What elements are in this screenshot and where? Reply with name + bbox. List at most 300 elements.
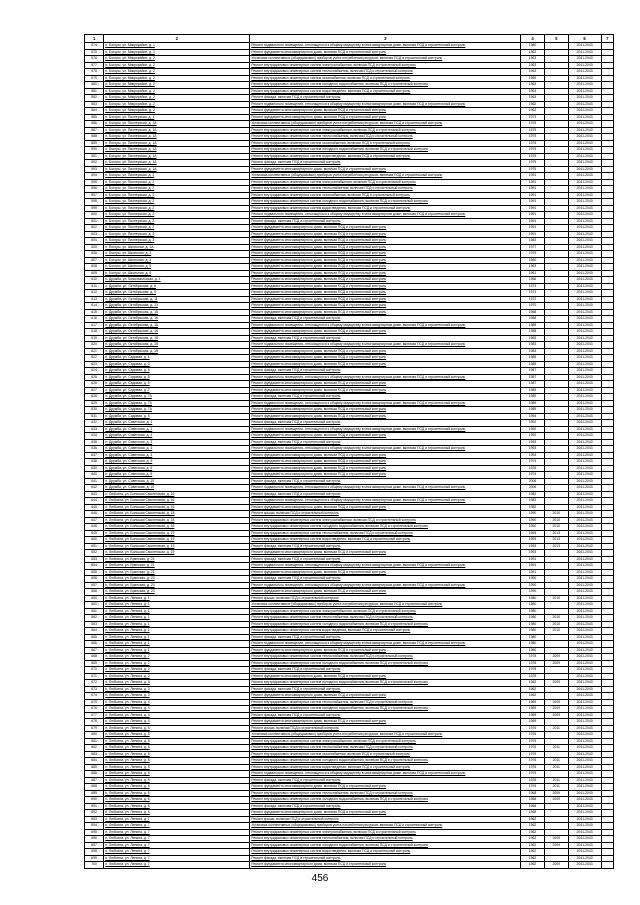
year-built-cell: 1962 [521,862,545,869]
year-last-repair-cell: 2009 [544,680,568,687]
year-last-repair-cell: 2010 [544,621,568,628]
work-type-cell: Ремонт фундамента многоквартирного дома, включая ПСД и строительный контроль [250,49,521,56]
planned-period-cell: 2041-2043 [568,738,601,745]
address-cell: п. Дружба, ул. Октябрьская, д. 13 [104,303,250,310]
row-number-cell: 583 [85,101,104,108]
row-number-cell: 645 [85,504,104,511]
year-built-cell: 1959 [521,75,545,82]
year-built-cell: 1976 [521,732,545,739]
address-cell: п. Любохна, ул. Брянская, д. 23 [104,576,250,583]
planned-period-cell: 2041-2043 [568,465,601,472]
row-number-cell: 589 [85,140,104,147]
work-type-cell: Ремонт фундамента многоквартирного дома, включая ПСД и строительный контроль [250,361,521,368]
planned-period-cell: 2041-2043 [568,166,601,173]
year-built-cell: 1978 [521,660,545,667]
address-cell: п. Любохна, ул. Большая Смоленская, д. 16 [104,498,250,505]
year-built-cell: 1990 [521,589,545,596]
year-built-cell: 1991 [521,179,545,186]
row-number-cell: 661 [85,608,104,615]
address-cell: п. Любохна, ул. Ленина, д. 7 [104,842,250,849]
year-built-cell: 1991 [521,569,545,576]
work-type-cell: Ремонт фундамента многоквартирного дома, включая ПСД и строительный контроль [250,290,521,297]
year-built-cell: 1962 [521,680,545,687]
year-built-cell: 1972 [521,296,545,303]
row-number-cell: 678 [85,719,104,726]
planned-period-cell: 2041-2043 [568,836,601,843]
planned-period-cell: 2041-2043 [568,524,601,531]
planned-period-cell: 2041-2043 [568,693,601,700]
year-built-cell: 2006 [521,485,545,492]
row-number-cell: 686 [85,771,104,778]
column-number-row [85,35,614,43]
work-type-cell: Ремонт фасада, включая ПСД и строительный контроль [250,316,521,323]
row-number-cell: 597 [85,192,104,199]
address-cell: п. Любохна, ул. Брянская, д. 23 [104,582,250,589]
year-built-cell: 1982 [521,498,545,505]
row-number-cell: 670 [85,667,104,674]
planned-period-cell: 2041-2043 [568,842,601,849]
year-last-repair-cell: 2011 [544,725,568,732]
work-type-cell: Ремонт внутридомовых инженерных систем холодного водоснабжения, включая ПСД и строительный контроль [250,842,521,849]
work-type-cell: Ремонт фундамента многоквартирного дома, включая ПСД и строительный контроль [250,673,521,680]
address-cell: п. Богоры, ул. Микрорайон, д. 1 [104,49,250,56]
planned-period-cell: 2041-2043 [568,563,601,570]
row-number-cell: 579 [85,75,104,82]
row-number-cell: 586 [85,121,104,128]
address-cell: п. Любохна, ул. Ленина, д. 1 [104,595,250,602]
year-built-cell: 1992 [521,433,545,440]
planned-period-cell: 2041-2043 [568,595,601,602]
address-cell: п. Любохна, ул. Ленина, д. 7 [104,816,250,823]
year-built-cell: 1989 [521,387,545,394]
address-cell: п. Богоры, ул. Микрорайон, д. 2 [104,69,250,76]
work-type-cell: Ремонт внутридомовых инженерных систем электроснабжения, включая ПСД и строительный контроль [250,179,521,186]
row-number-cell: 664 [85,628,104,635]
row-number-cell: 593 [85,166,104,173]
work-type-cell: Ремонт внутридомовых инженерных систем водоотведения, включая ПСД и строительный контроль [250,849,521,856]
work-type-cell: Ремонт фундамента многоквартирного дома, включая ПСД и строительный контроль [250,810,521,817]
planned-period-cell: 2041-2043 [568,517,601,524]
year-built-cell: 1975 [521,153,545,160]
address-cell: п. Богоры, ул. Школьная, д. 3 [104,251,250,258]
work-type-cell: Ремонт внутридомовых инженерных систем водоотведения, включая ПСД и строительный контроль [250,153,521,160]
planned-period-cell: 2041-2043 [568,673,601,680]
planned-period-cell: 2041-2043 [568,855,601,862]
address-cell: п. Богоры, ул. Пионерская, д. 3 [104,238,250,245]
address-cell: п. Богоры, ул. Пионерская, д. 1А [104,127,250,134]
row-number-cell: 680 [85,732,104,739]
work-type-cell: Ремонт фундамента многоквартирного дома, включая ПСД и строительный контроль [250,257,521,264]
year-built-cell: 1991 [521,225,545,232]
year-last-repair-cell: 2010 [544,511,568,518]
row-number-cell: 671 [85,673,104,680]
year-built-cell: 1991 [521,563,545,570]
year-last-repair-cell: 2010 [544,595,568,602]
work-type-cell: Ремонт фундамента многоквартирного дома, включая ПСД и строительный контроль [250,472,521,479]
work-type-cell: Ремонт фундамента многоквартирного дома, включая ПСД и строительный контроль [250,504,521,511]
year-built-cell: 1990 [521,582,545,589]
planned-period-cell: 2041-2043 [568,816,601,823]
year-built-cell: 1963 [521,95,545,102]
address-cell: п. Любохна, ул. Большая Смоленская, д. 16 [104,491,250,498]
table-row [85,524,614,531]
year-built-cell: 1962 [521,49,545,56]
work-type-cell: Ремонт фундамента многоквартирного дома, включая ПСД и строительный контроль [250,303,521,310]
row-number-cell: 655 [85,569,104,576]
year-built-cell: 1976 [521,764,545,771]
year-built-cell: 1975 [521,147,545,154]
address-cell: п. Любохна, ул. Ленина, д. 7 [104,836,250,843]
address-cell: п. Любохна, ул. Ленина, д. 1 [104,615,250,622]
planned-period-cell: 2041-2043 [568,290,601,297]
address-cell: п. Дружба, ул. Советская, д. 10 [104,485,250,492]
year-built-cell: 1962 [521,855,545,862]
work-type-cell: Ремонт фасада, включая ПСД и строительный контроль [250,420,521,427]
address-cell: п. Любохна, ул. Большая Смоленская, д. 18 [104,524,250,531]
year-built-cell: 1991 [521,199,545,206]
row-number-cell: 630 [85,407,104,414]
year-built-cell: 1990 [521,517,545,524]
address-cell: п. Любохна, ул. Ленина, д. 5 [104,745,250,752]
address-cell: п. Любохна, ул. Ленина, д. 1 [104,628,250,635]
address-cell: п. Дружба, ул. Советская, д. 4 [104,459,250,466]
planned-period-cell: 2041-2043 [568,147,601,154]
year-built-cell: 1962 [521,693,545,700]
row-number-cell: 648 [85,524,104,531]
address-cell: п. Богоры, ул. Пионерская, д. 1А [104,147,250,154]
work-type-cell: Ремонт фундамента многоквартирного дома, включая ПСД и строительный контроль [250,784,521,791]
planned-period-cell: 2041-2043 [568,114,601,121]
address-cell: п. Богоры, ул. Пионерская, д. 1А [104,140,250,147]
row-number-cell: 684 [85,758,104,765]
table-row [85,537,614,544]
table-body [85,43,614,869]
year-built-cell: 1970 [521,303,545,310]
planned-period-cell: 2041-2043 [568,459,601,466]
row-number-cell: 612 [85,290,104,297]
planned-period-cell: 2041-2043 [568,225,601,232]
year-built-cell: 1978 [521,673,545,680]
year-built-cell: 1980 [521,43,545,50]
planned-period-cell: 2041-2043 [568,108,601,115]
row-number-cell: 582 [85,95,104,102]
work-type-cell: Ремонт фундамента многоквартирного дома, включая ПСД и строительный контроль [250,283,521,290]
work-type-cell: Ремонт подвального помещения, относящегося к общему имуществу в многоквартирном доме, включая ПСД и строительный контроль [250,446,521,453]
row-number-cell: 688 [85,784,104,791]
address-cell: п. Любохна, ул. Ленина, д. 5 [104,784,250,791]
year-built-cell: 1969 [521,699,545,706]
year-built-cell: 1988 [521,316,545,323]
year-built-cell: 1969 [521,719,545,726]
table-row [85,530,614,537]
row-number-cell: 654 [85,563,104,570]
year-built-cell: 1975 [521,134,545,141]
year-built-cell: 1961 [521,270,545,277]
address-cell: п. Богоры, ул. Пионерская, д. 3 [104,231,250,238]
address-cell: п. Любохна, ул. Ленина, д. 2 [104,660,250,667]
address-cell: п. Любохна, ул. Ленина, д. 4 [104,699,250,706]
row-number-cell: 618 [85,329,104,336]
planned-period-cell: 2041-2043 [568,75,601,82]
address-cell: п. Любохна, ул. Ленина, д. 1 [104,602,250,609]
address-cell: п. Любохна, ул. Ленина, д. 5 [104,738,250,745]
address-cell: п. Любохна, ул. Большая Смоленская, д. 19 [104,537,250,544]
year-built-cell: 1990 [521,524,545,531]
planned-period-cell: 2041-2043 [568,309,601,316]
row-number-cell: 619 [85,335,104,342]
year-built-cell: 1983 [521,238,545,245]
planned-period-cell: 2041-2043 [568,797,601,804]
row-number-cell: 594 [85,173,104,180]
row-number-cell: 603 [85,231,104,238]
address-cell: п. Любохна, ул. Ленина, д. 1 [104,641,250,648]
work-type-cell: Ремонт фасада, включая ПСД и строительный контроль [250,556,521,563]
row-number-cell: 629 [85,400,104,407]
row-number-cell: 656 [85,576,104,583]
address-cell: п. Любохна, ул. Большая Смоленская, д. 16 [104,504,250,511]
address-cell: п. Любохна, ул. Ленина, д. 5 [104,764,250,771]
table-row [85,504,614,511]
planned-period-cell: 2041-2043 [568,706,601,713]
row-number-cell: 695 [85,829,104,836]
year-last-repair-cell: 2010 [544,615,568,622]
planned-period-cell: 2041-2043 [568,862,601,869]
planned-period-cell: 2041-2043 [568,725,601,732]
planned-period-cell: 2041-2043 [568,686,601,693]
planned-period-cell: 2041-2043 [568,543,601,550]
work-type-cell: Установка коллективных (общедомовых) приборов учета потребления ресурсов, включая ПСД и строительный контроль [250,173,521,180]
row-number-cell: 685 [85,764,104,771]
address-cell: п. Любохна, ул. Ленина, д. 6 [104,810,250,817]
address-cell: п. Богоры, ул. Пионерская, д. 2 [104,225,250,232]
planned-period-cell: 2041-2043 [568,615,601,622]
year-last-repair-cell: 2011 [544,784,568,791]
address-cell: п. Любохна, ул. Ленина, д. 5 [104,777,250,784]
year-built-cell: 1962 [521,829,545,836]
address-cell: п. Дружба, ул. Советская, д. 1 [104,426,250,433]
work-type-cell: Ремонт внутридомовых инженерных систем теплоснабжения, включая ПСД и строительный контроль [250,186,521,193]
planned-period-cell: 2041-2043 [568,712,601,719]
planned-period-cell: 2041-2043 [568,381,601,388]
year-built-cell: 1982 [521,491,545,498]
work-type-cell: Ремонт фундамента многоквартирного дома, включая ПСД и строительный контроль [250,459,521,466]
planned-period-cell: 2041-2043 [568,426,601,433]
year-last-repair-cell: 2011 [544,764,568,771]
planned-period-cell: 2041-2043 [568,277,601,284]
col-header-1: 1 [85,35,104,43]
planned-period-cell: 2041-2043 [568,316,601,323]
work-type-cell: Ремонт подвального помещения, относящегося к общему имуществу в многоквартирном доме, включая ПСД и строительный контроль [250,101,521,108]
row-number-cell: 600 [85,212,104,219]
work-type-cell: Ремонт фундамента многоквартирного дома, включая ПСД и строительный контроль [250,296,521,303]
row-number-cell: 632 [85,420,104,427]
row-number-cell: 636 [85,446,104,453]
year-last-repair-cell: 2009 [544,660,568,667]
address-cell: п. Любохна, ул. Ленина, д. 7 [104,862,250,869]
work-type-cell: Ремонт внутридомовых инженерных систем холодного водоснабжения, включая ПСД и строительный контроль [250,199,521,206]
work-type-cell: Установка коллективных (общедомовых) приборов учета потребления ресурсов, включая ПСД и строительный контроль [250,56,521,63]
row-number-cell: 676 [85,706,104,713]
work-type-cell: Ремонт внутридомовых инженерных систем холодного водоснабжения, включая ПСД и строительный контроль [250,621,521,628]
row-number-cell: 592 [85,160,104,167]
work-type-cell: Ремонт внутридомовых инженерных систем теплоснабжения, включая ПСД и строительный контроль [250,699,521,706]
planned-period-cell: 2041-2043 [568,589,601,596]
address-cell: п. Любохна, ул. Большая Смоленская, д. 19 [104,550,250,557]
work-type-cell: Ремонт внутридомовых инженерных систем теплоснабжения, включая ПСД и строительный контроль [250,745,521,752]
work-type-cell: Ремонт подвального помещения, относящегося к общему имуществу в многоквартирном доме, включая ПСД и строительный контроль [250,400,521,407]
col-header-6: 6 [568,35,601,43]
address-cell: п. Богоры, ул. Пионерская, д. 2 [104,179,250,186]
year-built-cell: 1976 [521,777,545,784]
planned-period-cell: 2041-2043 [568,62,601,69]
year-built-cell: 1962 [521,816,545,823]
address-cell: п. Любохна, ул. Ленина, д. 3 [104,693,250,700]
row-number-cell: 617 [85,322,104,329]
planned-period-cell: 2041-2043 [568,602,601,609]
work-type-cell: Ремонт внутридомовых инженерных систем газоснабжения, включая ПСД и строительный контроль [250,140,521,147]
work-type-cell: Ремонт фасада, включая ПСД и строительный контроль [250,368,521,375]
planned-period-cell: 2041-2043 [568,342,601,349]
work-type-cell: Ремонт фундамента многоквартирного дома, включая ПСД и строительный контроль [250,166,521,173]
work-type-cell: Ремонт фасада, включая ПСД и строительный контроль [250,712,521,719]
year-built-cell: 1978 [521,654,545,661]
row-number-cell: 637 [85,452,104,459]
work-type-cell: Ремонт крыши, включая ПСД и строительный контроль [250,816,521,823]
work-type-cell: Ремонт внутридомовых инженерных систем теплоснабжения, включая ПСД и строительный контроль [250,615,521,622]
year-built-cell: 1976 [521,465,545,472]
program-table-page [84,34,614,869]
planned-period-cell: 2041-2043 [568,361,601,368]
planned-period-cell: 2041-2043 [568,803,601,810]
planned-period-cell: 2041-2043 [568,134,601,141]
planned-period-cell: 2041-2043 [568,608,601,615]
work-type-cell: Ремонт подвального помещения, относящегося к общему имуществу в многоквартирном доме, включая ПСД и строительный контроль [250,322,521,329]
address-cell: п. Любохна, ул. Брянская, д. 21 [104,563,250,570]
year-built-cell: 1976 [521,771,545,778]
year-last-repair-cell: 2010 [544,517,568,524]
row-number-cell: 638 [85,459,104,466]
address-cell: п. Богоры, ул. Микрорайон, д. 2 [104,82,250,89]
row-number-cell: 691 [85,803,104,810]
table-row [85,862,614,869]
work-type-cell: Ремонт внутридомовых инженерных систем холодного водоснабжения, включая ПСД и строительный контроль [250,680,521,687]
year-built-cell: 1982 [521,504,545,511]
work-type-cell: Ремонт фундамента многоквартирного дома, включая ПСД и строительный контроль [250,862,521,869]
year-built-cell: 1991 [521,173,545,180]
work-type-cell: Установка коллективных (общедомовых) приборов учета потребления ресурсов, включая ПСД и строительный контроль [250,602,521,609]
address-cell: п. Любохна, ул. Ленина, д. 2 [104,654,250,661]
address-cell: п. Дружба, ул. Садовая, д. 7 [104,387,250,394]
row-number-cell: 690 [85,797,104,804]
planned-period-cell: 2041-2043 [568,784,601,791]
year-last-repair-cell: 2009 [544,842,568,849]
work-type-cell: Ремонт фундамента многоквартирного дома, включая ПСД и строительный контроль [250,433,521,440]
planned-period-cell: 2041-2043 [568,647,601,654]
planned-period-cell: 2041-2043 [568,556,601,563]
address-cell: п. Любохна, ул. Ленина, д. 6 [104,803,250,810]
address-cell: п. Богоры, ул. Микрорайон, д. 2 [104,101,250,108]
col-header-7: 7 [601,35,614,43]
address-cell: п. Любохна, ул. Ленина, д. 1 [104,634,250,641]
row-number-cell: 642 [85,485,104,492]
work-type-cell: Ремонт подвального помещения, относящегося к общему имуществу в многоквартирном доме, включая ПСД и строительный контроль [250,426,521,433]
planned-period-cell: 2041-2043 [568,69,601,76]
planned-period-cell: 2041-2043 [568,849,601,856]
planned-period-cell: 2041-2043 [568,433,601,440]
planned-period-cell: 2041-2043 [568,283,601,290]
work-type-cell: Ремонт фундамента многоквартирного дома, включая ПСД и строительный контроль [250,589,521,596]
work-type-cell: Установка коллективных (общедомовых) приборов учета потребления ресурсов, включая ПСД и строительный контроль [250,121,521,128]
planned-period-cell: 2041-2043 [568,829,601,836]
planned-period-cell: 2041-2043 [568,238,601,245]
planned-period-cell: 2041-2043 [568,771,601,778]
work-type-cell: Ремонт фундамента многоквартирного дома, включая ПСД и строительный контроль [250,693,521,700]
row-number-cell: 605 [85,244,104,251]
work-type-cell: Ремонт фундамента многоквартирного дома, включая ПСД и строительный контроль [250,719,521,726]
address-cell: п. Дружба, ул. Октябрьская, д. 9 [104,290,250,297]
planned-period-cell: 2041-2043 [568,160,601,167]
year-last-repair-cell: 2009 [544,706,568,713]
empty-cell [601,862,614,869]
planned-period-cell: 2041-2043 [568,394,601,401]
row-number-cell: 608 [85,264,104,271]
row-number-cell: 596 [85,186,104,193]
address-cell: п. Дружба, ул. Советская, д. 1 [104,433,250,440]
year-built-cell: 1968 [521,797,545,804]
work-type-cell: Ремонт фундамента многоквартирного дома, включая ПСД и строительный контроль [250,277,521,284]
address-cell: п. Дружба, ул. Советская, д. 8 [104,472,250,479]
row-number-cell: 660 [85,602,104,609]
planned-period-cell: 2041-2043 [568,621,601,628]
row-number-cell: 616 [85,316,104,323]
planned-period-cell: 2041-2043 [568,400,601,407]
row-number-cell: 649 [85,530,104,537]
planned-period-cell: 2041-2043 [568,530,601,537]
work-type-cell: Ремонт внутридомовых инженерных систем холодного водоснабжения, включая ПСД и строительный контроль [250,706,521,713]
year-built-cell: 1963 [521,82,545,89]
address-cell: п. Дружба, ул. Комсомольская, д. 1 [104,277,250,284]
row-number-cell: 668 [85,654,104,661]
planned-period-cell: 2041-2043 [568,173,601,180]
work-type-cell: Ремонт внутридомовых инженерных систем электроснабжения, включая ПСД и строительный контроль [250,829,521,836]
year-built-cell: 1992 [521,426,545,433]
row-number-cell: 613 [85,296,104,303]
planned-period-cell: 2041-2043 [568,244,601,251]
planned-period-cell: 2041-2043 [568,231,601,238]
row-number-cell: 601 [85,218,104,225]
planned-period-cell: 2041-2043 [568,751,601,758]
planned-period-cell: 2041-2043 [568,322,601,329]
year-built-cell: 1974 [521,459,545,466]
table-row [85,550,614,557]
year-built-cell: 1992 [521,420,545,427]
year-last-repair-cell: 2013 [544,537,568,544]
row-number-cell: 652 [85,550,104,557]
planned-period-cell: 2041-2043 [568,511,601,518]
work-type-cell: Ремонт фундамента многоквартирного дома, включая ПСД и строительный контроль [250,413,521,420]
planned-period-cell: 2041-2043 [568,719,601,726]
year-built-cell: 1987 [521,374,545,381]
col-header-2: 2 [104,35,250,43]
address-cell: п. Любохна, ул. Большая Смоленская, д. 18 [104,517,250,524]
planned-period-cell: 2041-2043 [568,186,601,193]
work-type-cell: Ремонт фундамента многоквартирного дома, включая ПСД и строительный контроль [250,452,521,459]
year-built-cell: 1966 [521,277,545,284]
planned-period-cell: 2041-2043 [568,140,601,147]
address-cell: п. Дружба, ул. Октябрьская, д. 18 [104,342,250,349]
col-header-4: 4 [521,35,545,43]
year-built-cell: 1993 [521,452,545,459]
